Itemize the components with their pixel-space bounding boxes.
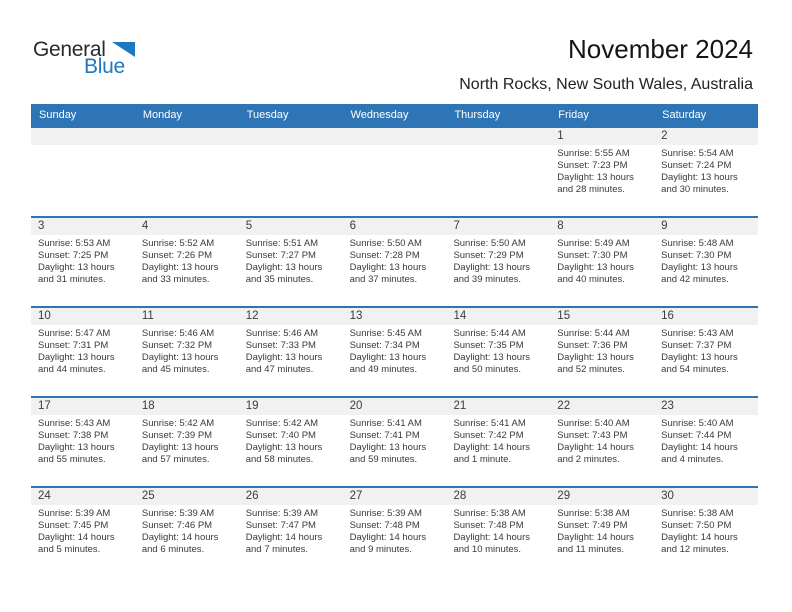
daylight2-text: and 54 minutes.	[661, 364, 729, 375]
sunrise-text: Sunrise: 5:51 AM	[245, 238, 319, 249]
daylight2-text: and 35 minutes.	[245, 274, 314, 285]
daylight2-text: and 28 minutes.	[557, 184, 625, 195]
day-number-band	[31, 308, 758, 325]
daylight2-text: and 55 minutes.	[38, 454, 106, 465]
sunrise-text: Sunrise: 5:39 AM	[141, 508, 215, 519]
day-cell	[654, 235, 758, 286]
daylight2-text: and 37 minutes.	[349, 274, 418, 285]
sunrise-text: Sunrise: 5:53 AM	[38, 238, 111, 249]
daylight2-text: and 44 minutes.	[38, 364, 106, 375]
daylight2-text: and 59 minutes.	[349, 454, 418, 465]
daylight1-text: Daylight: 14 hours	[245, 532, 323, 543]
daylight1-text: Daylight: 13 hours	[453, 352, 531, 363]
sunrise-text: Sunrise: 5:40 AM	[557, 418, 630, 429]
sunset-text: Sunset: 7:39 PM	[141, 430, 213, 441]
daylight1-text: Daylight: 13 hours	[349, 352, 427, 363]
sunset-text: Sunset: 7:41 PM	[349, 430, 420, 441]
daylight2-text: and 9 minutes.	[349, 544, 412, 555]
sunset-text: Sunset: 7:45 PM	[38, 520, 109, 531]
day-cell	[31, 325, 135, 376]
day-cell	[31, 415, 135, 466]
daylight1-text: Daylight: 13 hours	[38, 442, 115, 453]
day-cell	[31, 235, 135, 286]
daylight2-text: and 50 minutes.	[453, 364, 522, 375]
week-row	[31, 216, 758, 306]
day-number: 6	[349, 220, 356, 232]
day-number: 4	[141, 220, 149, 232]
sunrise-text: Sunrise: 5:49 AM	[557, 238, 630, 249]
day-cell	[239, 325, 343, 376]
sunrise-text: Sunrise: 5:47 AM	[38, 328, 111, 339]
sunrise-text: Sunrise: 5:43 AM	[661, 328, 734, 339]
daylight1-text: Daylight: 14 hours	[661, 532, 738, 543]
sunset-text: Sunset: 7:48 PM	[453, 520, 524, 531]
day-details-row	[31, 415, 758, 466]
day-number: 22	[557, 400, 571, 412]
sunset-text: Sunset: 7:44 PM	[661, 430, 732, 441]
daylight1-text: Daylight: 14 hours	[453, 532, 531, 543]
weekday-label-saturday: Saturday	[662, 109, 707, 121]
day-number: 26	[245, 490, 259, 502]
daylight1-text: Daylight: 13 hours	[349, 442, 427, 453]
day-details-row	[31, 325, 758, 376]
day-cell	[654, 415, 758, 466]
sunrise-text: Sunrise: 5:43 AM	[38, 418, 111, 429]
day-number: 20	[349, 400, 363, 412]
daylight1-text: Daylight: 13 hours	[141, 262, 219, 273]
day-cell	[446, 505, 550, 556]
calendar-table	[31, 104, 758, 576]
empty-day-cell	[239, 145, 343, 196]
sunset-text: Sunset: 7:33 PM	[245, 340, 316, 351]
daylight1-text: Daylight: 13 hours	[453, 262, 531, 273]
sunset-text: Sunset: 7:24 PM	[661, 160, 732, 171]
daylight2-text: and 57 minutes.	[141, 454, 210, 465]
daylight1-text: Daylight: 14 hours	[661, 442, 738, 453]
logo-text-blue: Blue	[84, 55, 125, 78]
sunrise-text: Sunrise: 5:48 AM	[661, 238, 734, 249]
week-row	[31, 126, 758, 216]
sunset-text: Sunset: 7:46 PM	[141, 520, 213, 531]
day-number: 1	[557, 130, 564, 142]
sunrise-text: Sunrise: 5:38 AM	[557, 508, 630, 519]
generalblue-logo	[33, 38, 143, 80]
daylight2-text: and 45 minutes.	[141, 364, 210, 375]
day-number-band	[31, 218, 758, 235]
day-number: 14	[453, 310, 467, 322]
day-number: 29	[557, 490, 571, 502]
sunrise-text: Sunrise: 5:42 AM	[141, 418, 215, 429]
location-subtitle: North Rocks, New South Wales, Australia	[459, 76, 753, 93]
sunset-text: Sunset: 7:43 PM	[557, 430, 628, 441]
day-number: 17	[38, 400, 51, 412]
daylight2-text: and 33 minutes.	[141, 274, 210, 285]
daylight2-text: and 42 minutes.	[661, 274, 729, 285]
sunset-text: Sunset: 7:31 PM	[38, 340, 109, 351]
day-cell	[654, 505, 758, 556]
day-number: 27	[349, 490, 363, 502]
daylight2-text: and 1 minute.	[453, 454, 512, 465]
sunset-text: Sunset: 7:23 PM	[557, 160, 628, 171]
daylight1-text: Daylight: 13 hours	[141, 442, 219, 453]
day-number: 12	[245, 310, 259, 322]
sunrise-text: Sunrise: 5:38 AM	[453, 508, 526, 519]
day-number	[31, 128, 135, 145]
empty-day-cell	[343, 145, 447, 196]
sunset-text: Sunset: 7:47 PM	[245, 520, 316, 531]
daylight2-text: and 10 minutes.	[453, 544, 522, 555]
empty-day-cell	[446, 145, 550, 196]
day-number-band	[31, 488, 758, 505]
day-number: 8	[557, 220, 564, 232]
sunset-text: Sunset: 7:49 PM	[557, 520, 628, 531]
day-details-row	[31, 505, 758, 556]
daylight2-text: and 30 minutes.	[661, 184, 729, 195]
day-number: 2	[661, 130, 668, 142]
daylight2-text: and 39 minutes.	[453, 274, 522, 285]
sunrise-text: Sunrise: 5:50 AM	[453, 238, 526, 249]
day-number: 30	[661, 490, 674, 502]
daylight2-text: and 2 minutes.	[557, 454, 620, 465]
daylight2-text: and 6 minutes.	[141, 544, 205, 555]
day-number: 28	[453, 490, 467, 502]
day-cell	[550, 145, 654, 196]
sunrise-text: Sunrise: 5:39 AM	[38, 508, 111, 519]
weeks	[31, 126, 758, 576]
page-title: November 2024	[568, 34, 753, 64]
daylight2-text: and 12 minutes.	[661, 544, 729, 555]
day-cell	[343, 505, 447, 556]
day-number	[343, 128, 447, 145]
daylight2-text: and 7 minutes.	[245, 544, 309, 555]
week-row	[31, 306, 758, 396]
daylight2-text: and 31 minutes.	[38, 274, 106, 285]
day-cell	[135, 325, 239, 376]
day-cell	[239, 235, 343, 286]
day-cell	[135, 415, 239, 466]
day-cell	[239, 415, 343, 466]
sunset-text: Sunset: 7:28 PM	[349, 250, 420, 261]
day-number: 13	[349, 310, 363, 322]
sunrise-text: Sunrise: 5:46 AM	[245, 328, 319, 339]
week-row	[31, 486, 758, 576]
daylight1-text: Daylight: 13 hours	[661, 172, 738, 183]
weekday-header-row	[31, 104, 758, 126]
day-cell	[550, 415, 654, 466]
daylight1-text: Daylight: 13 hours	[38, 352, 115, 363]
day-number: 23	[661, 400, 674, 412]
weekday-label-wednesday: Wednesday	[350, 109, 409, 121]
sunrise-text: Sunrise: 5:44 AM	[557, 328, 630, 339]
day-number: 18	[141, 400, 155, 412]
daylight1-text: Daylight: 13 hours	[245, 262, 323, 273]
daylight1-text: Daylight: 13 hours	[557, 172, 634, 183]
day-number: 16	[661, 310, 674, 322]
sunrise-text: Sunrise: 5:38 AM	[661, 508, 734, 519]
sunrise-text: Sunrise: 5:50 AM	[349, 238, 422, 249]
sunrise-text: Sunrise: 5:39 AM	[349, 508, 422, 519]
sunrise-text: Sunrise: 5:40 AM	[661, 418, 734, 429]
daylight2-text: and 40 minutes.	[557, 274, 625, 285]
sunrise-text: Sunrise: 5:41 AM	[349, 418, 422, 429]
day-cell	[31, 505, 135, 556]
daylight1-text: Daylight: 13 hours	[141, 352, 219, 363]
sunset-text: Sunset: 7:42 PM	[453, 430, 524, 441]
daylight1-text: Daylight: 13 hours	[661, 352, 738, 363]
day-number: 11	[141, 310, 154, 322]
day-cell	[343, 325, 447, 376]
daylight1-text: Daylight: 14 hours	[141, 532, 219, 543]
daylight2-text: and 5 minutes.	[38, 544, 101, 555]
sunrise-text: Sunrise: 5:44 AM	[453, 328, 526, 339]
week-row	[31, 396, 758, 486]
empty-day-cell	[31, 145, 135, 196]
day-cell	[135, 505, 239, 556]
sunset-text: Sunset: 7:32 PM	[141, 340, 213, 351]
sunrise-text: Sunrise: 5:46 AM	[141, 328, 215, 339]
day-cell	[343, 235, 447, 286]
weekday-label-tuesday: Tuesday	[246, 109, 289, 121]
day-number: 21	[453, 400, 467, 412]
weekday-label-friday: Friday	[558, 109, 589, 121]
sunset-text: Sunset: 7:37 PM	[661, 340, 732, 351]
day-cell	[446, 325, 550, 376]
daylight2-text: and 52 minutes.	[557, 364, 625, 375]
day-number: 24	[38, 490, 51, 502]
sunrise-text: Sunrise: 5:45 AM	[349, 328, 422, 339]
weekday-label-sunday: Sunday	[39, 109, 77, 121]
daylight1-text: Daylight: 13 hours	[38, 262, 115, 273]
daylight1-text: Daylight: 13 hours	[245, 352, 323, 363]
sunset-text: Sunset: 7:50 PM	[661, 520, 732, 531]
sunset-text: Sunset: 7:27 PM	[245, 250, 316, 261]
sunset-text: Sunset: 7:30 PM	[661, 250, 732, 261]
daylight1-text: Daylight: 13 hours	[557, 262, 634, 273]
sunrise-text: Sunrise: 5:55 AM	[557, 148, 630, 159]
day-cell	[446, 415, 550, 466]
day-cell	[446, 235, 550, 286]
sunset-text: Sunset: 7:36 PM	[557, 340, 628, 351]
daylight1-text: Daylight: 13 hours	[349, 262, 427, 273]
day-details-row	[31, 235, 758, 286]
day-cell	[135, 235, 239, 286]
sunset-text: Sunset: 7:48 PM	[349, 520, 420, 531]
day-number-band	[31, 128, 758, 145]
sunset-text: Sunset: 7:40 PM	[245, 430, 316, 441]
day-number: 25	[141, 490, 155, 502]
day-number	[239, 128, 343, 145]
sunset-text: Sunset: 7:34 PM	[349, 340, 420, 351]
sunset-text: Sunset: 7:38 PM	[38, 430, 109, 441]
sunrise-text: Sunrise: 5:52 AM	[141, 238, 215, 249]
weekday-label-monday: Monday	[142, 109, 182, 121]
daylight1-text: Daylight: 13 hours	[245, 442, 323, 453]
day-number: 9	[661, 220, 668, 232]
daylight2-text: and 58 minutes.	[245, 454, 314, 465]
daylight1-text: Daylight: 13 hours	[661, 262, 738, 273]
daylight1-text: Daylight: 14 hours	[453, 442, 531, 453]
day-cell	[550, 235, 654, 286]
day-cell	[550, 505, 654, 556]
daylight1-text: Daylight: 14 hours	[557, 532, 634, 543]
sunset-text: Sunset: 7:26 PM	[141, 250, 213, 261]
day-number-band	[31, 398, 758, 415]
weekday-label-thursday: Thursday	[454, 109, 501, 121]
daylight2-text: and 47 minutes.	[245, 364, 314, 375]
daylight2-text: and 4 minutes.	[661, 454, 724, 465]
day-details-row	[31, 145, 758, 196]
day-number: 19	[245, 400, 259, 412]
daylight2-text: and 49 minutes.	[349, 364, 418, 375]
day-cell	[239, 505, 343, 556]
day-number	[446, 128, 550, 145]
day-number: 5	[245, 220, 253, 232]
empty-day-cell	[135, 145, 239, 196]
daylight2-text: and 11 minutes.	[557, 544, 625, 555]
day-number	[135, 128, 239, 145]
sunrise-text: Sunrise: 5:42 AM	[245, 418, 319, 429]
logo-text-general: General	[33, 38, 106, 61]
daylight1-text: Daylight: 14 hours	[349, 532, 427, 543]
day-cell	[343, 415, 447, 466]
sunset-text: Sunset: 7:29 PM	[453, 250, 524, 261]
day-cell	[654, 145, 758, 196]
sunset-text: Sunset: 7:25 PM	[38, 250, 109, 261]
sunrise-text: Sunrise: 5:39 AM	[245, 508, 319, 519]
day-number: 3	[38, 220, 45, 232]
daylight1-text: Daylight: 14 hours	[38, 532, 115, 543]
day-number: 7	[453, 220, 460, 232]
day-cell	[550, 325, 654, 376]
day-number: 15	[557, 310, 571, 322]
day-number: 10	[38, 310, 51, 322]
sunset-text: Sunset: 7:35 PM	[453, 340, 524, 351]
sunrise-text: Sunrise: 5:41 AM	[453, 418, 526, 429]
sunset-text: Sunset: 7:30 PM	[557, 250, 628, 261]
daylight1-text: Daylight: 14 hours	[557, 442, 634, 453]
sunrise-text: Sunrise: 5:54 AM	[661, 148, 734, 159]
day-cell	[654, 325, 758, 376]
daylight1-text: Daylight: 13 hours	[557, 352, 634, 363]
